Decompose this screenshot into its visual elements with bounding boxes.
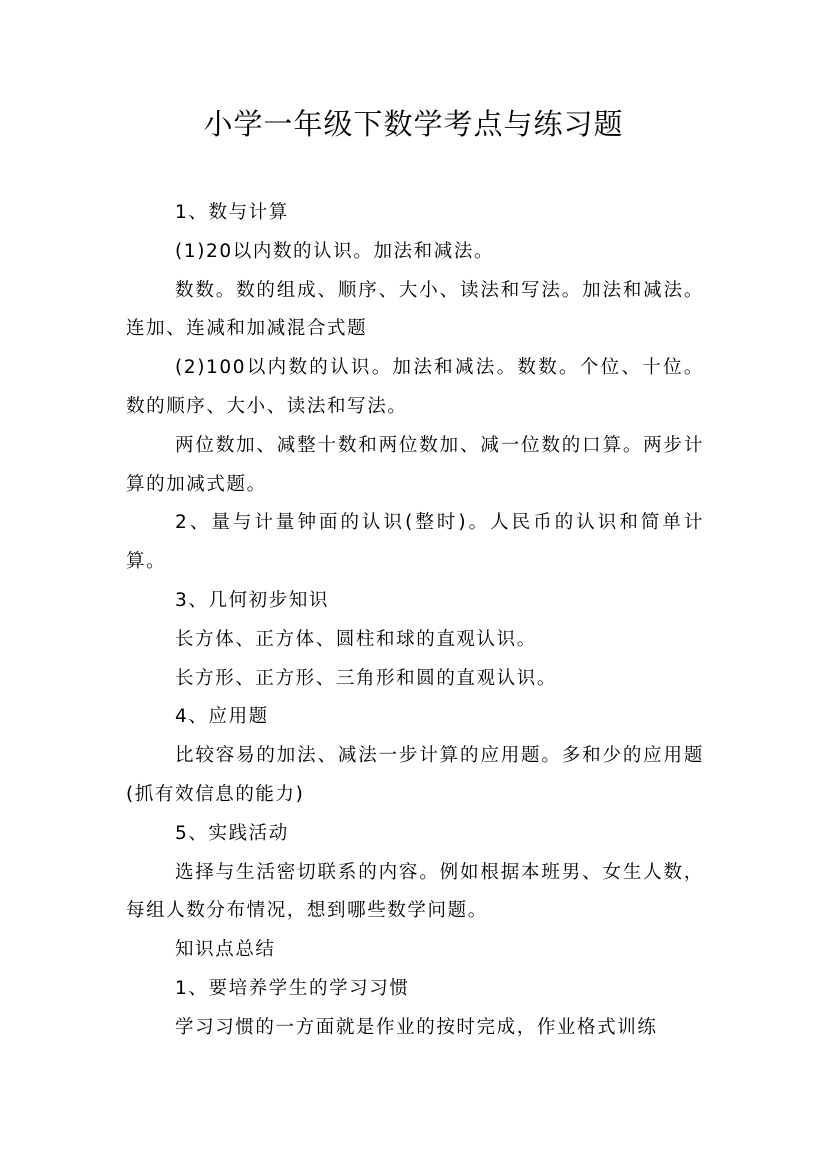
paragraph-practice: 选择与生活密切联系的内容。例如根据本班男、女生人数，每组人数分布情况，想到哪些数学问题。 [126, 861, 704, 922]
paragraph-habits: 学习习惯的一方面就是作业的按时完成，作业格式训练 [175, 1016, 658, 1038]
document-body [126, 194, 704, 1048]
document-title: 小学一年级下数学考点与练习题 [203, 107, 624, 141]
section-heading-geometry: 3、几何初步知识 [175, 589, 330, 611]
section-heading-summary: 知识点总结 [175, 939, 276, 961]
paragraph-solids: 长方体、正方体、圆柱和球的直观认识。 [175, 628, 537, 650]
section-heading-measurement: 2、量与计量钟面的认识(整时)。人民币的认识和简单计算。 [126, 512, 704, 573]
summary-item-habits: 1、要培养学生的学习习惯 [175, 977, 410, 999]
section-heading-number-and-calculation: 1、数与计算 [175, 202, 289, 223]
paragraph-counting-within-20: 数数。数的组成、顺序、大小、读法和写法。加法和减法。连加、连减和加减混合式题 [126, 279, 704, 340]
subsection-within-100: (2)100以内数的认识。加法和减法。数数。个位、十位。数的顺序、大小、读法和写法。 [126, 357, 704, 417]
section-heading-word-problems: 4、应用题 [175, 706, 269, 728]
section-heading-practice: 5、实践活动 [175, 822, 289, 844]
paragraph-word-problems: 比较容易的加法、减法一步计算的应用题。多和少的应用题(抓有效信息的能力) [126, 745, 704, 805]
subsection-within-20: (1)20以内数的认识。加法和减法。 [175, 240, 495, 262]
paragraph-two-digit-calculation: 两位数加、减整十数和两位数加、减一位数的口算。两步计算的加减式题。 [126, 434, 704, 495]
paragraph-plane-shapes: 长方形、正方形、三角形和圆的直观认识。 [175, 667, 557, 689]
